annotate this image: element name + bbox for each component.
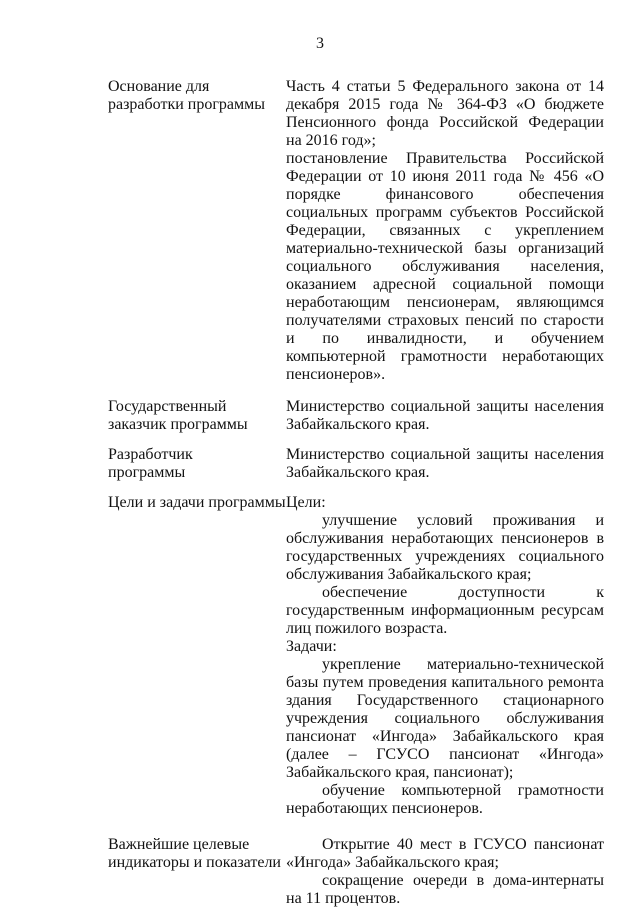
paragraph: Министерство социальной защиты населения Забайкальского края.: [286, 398, 604, 433]
row-value-developer: [286, 446, 604, 482]
label-line: Цели и задачи программы: [108, 494, 286, 511]
row-value-goals-and-tasks: [286, 494, 604, 818]
goal-item: улучшение условий проживания и обслуживания неработающих пенсионеров в государственных учреждениях социального обслуживания Забайкальского края;: [286, 512, 604, 583]
label-line: Важнейшие целевые: [108, 836, 250, 853]
task-item: укрепление материально-технической базы путем проведения капитального ремонта здания Государственного стационарного учреждения социального обслуживания пансионат «Ингода» Забайкальского края (далее – ГСУСО пансионат «Ингода» Забайкальского края, пансионат);: [286, 656, 604, 781]
tasks-heading: Задачи:: [286, 638, 337, 655]
row-value-target-indicators: [286, 836, 604, 908]
row-state-customer: [108, 398, 608, 434]
row-value-state-customer: [286, 398, 604, 434]
goals-heading: Цели:: [286, 494, 326, 511]
label-line: разработки программы: [108, 96, 266, 113]
label-line: программы: [108, 464, 186, 481]
row-label-target-indicators: [108, 836, 286, 908]
row-value-basis: [286, 78, 604, 384]
program-passport-table: [108, 78, 608, 908]
label-line: индикаторы и показатели: [108, 854, 281, 871]
indicator-item: Открытие 40 мест в ГСУСО пансионат «Ингода» Забайкальского края;: [286, 836, 604, 871]
row-target-indicators: [108, 836, 608, 908]
label-line: Основание для: [108, 78, 210, 95]
row-label-developer: [108, 446, 286, 482]
label-line: Разработчик: [108, 446, 193, 463]
indicator-item: сокращение очереди в дома-интернаты на 11 процентов.: [286, 872, 604, 907]
paragraph: Министерство социальной защиты населения Забайкальского края.: [286, 446, 604, 481]
label-line: Государственный: [108, 398, 227, 415]
page-number: 3: [316, 35, 324, 52]
paragraph: постановление Правительства Российской Федерации от 10 июня 2011 года № 456 «О порядке финансового обеспечения социальных программ субъектов Российской Федерации, связанных с укреплением материально-технической базы организаций социального обслуживания населения, оказанием адресной социальной помощи неработающим пенсионерам, являющимся получателями страховых пенсий по старости и по инвалидности, и обучением компьютерной грамотности неработающих пенсионеров».: [286, 150, 604, 383]
row-label-basis: [108, 78, 286, 384]
goal-item: обеспечение доступности к государственным информационным ресурсам лиц пожилого возраста.: [286, 584, 604, 637]
row-label-goals-and-tasks: [108, 494, 286, 818]
row-goals-and-tasks: [108, 494, 608, 818]
row-basis: [108, 78, 608, 384]
row-developer: [108, 446, 608, 482]
label-line: заказчик программы: [108, 416, 248, 433]
row-label-state-customer: [108, 398, 286, 434]
task-item: обучение компьютерной грамотности неработающих пенсионеров.: [286, 782, 604, 817]
paragraph: Часть 4 статьи 5 Федерального закона от 14 декабря 2015 года № 364-ФЗ «О бюджете Пенсионного фонда Российской Федерации на 2016 год»;: [286, 78, 604, 149]
